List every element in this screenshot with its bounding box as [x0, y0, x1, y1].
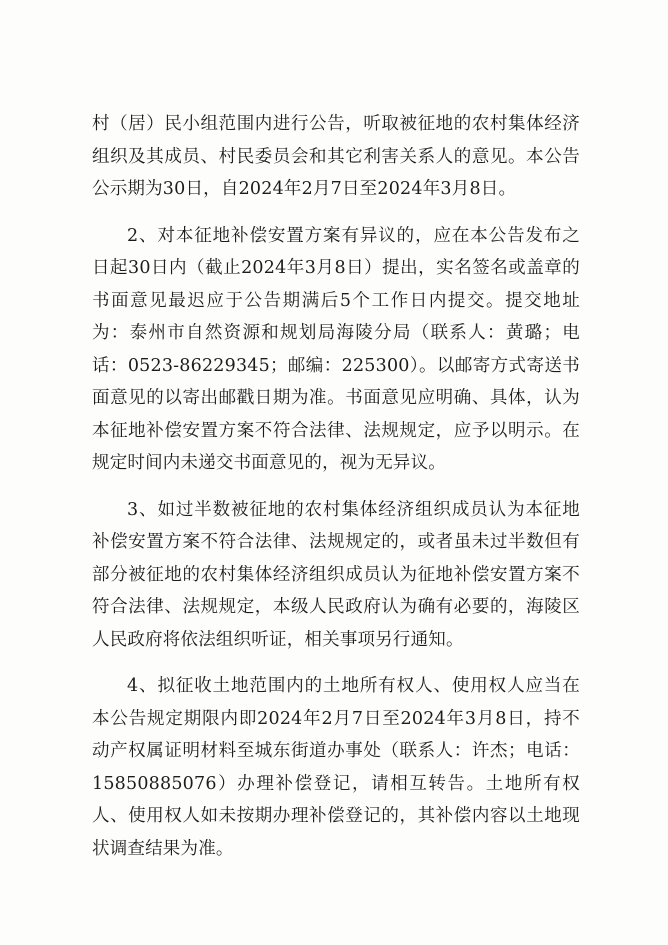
paragraph-item-3: 3、如过半数被征地的农村集体经济组织成员认为本征地补偿安置方案不符合法律、法规规定的，或者虽未过半数但有部分被征地的农村集体经济组织成员认为征地补偿安置方案不符合法律、法规规定，本级人民政府认为确有必要的，海陵区人民政府将依法组织听证，相关事项另行通知。 — [92, 499, 580, 650]
paragraph-item-4: 4、拟征收土地范围内的土地所有权人、使用权人应当在本公告规定期限内即2024年2月7日至2024年3月8日，持不动产权属证明材料至城东街道办事处（联系人：许杰；电话：15850885076）办理补偿登记，请相互转告。土地所有权人、使用权人如未按期办理补偿登记的，其补偿内容以土地现状调查结果为准。 — [92, 676, 580, 859]
document-body — [92, 108, 580, 865]
paragraph-item-2: 2、对本征地补偿安置方案有异议的，应在本公告发布之日起30日内（截止2024年3月8日）提出，实名签名或盖章的书面意见最迟应于公告期满后5个工作日内提交。提交地址为：泰州市自然资源和规划局海陵分局（联系人：黄璐；电话：0523-86229345；邮编：225300）。以邮寄方式寄送书面意见的以寄出邮戳日期为准。书面意见应明确、具体，认为本征地补偿安置方案不符合法律、法规规定，应予以明示。在规定时间内未递交书面意见的，视为无异议。 — [92, 225, 580, 473]
paragraph-continuation: 村（居）民小组范围内进行公告，听取被征地的农村集体经济组织及其成员、村民委员会和其它利害关系人的意见。本公告公示期为30日，自2024年2月7日至2024年3月8日。 — [92, 114, 580, 199]
